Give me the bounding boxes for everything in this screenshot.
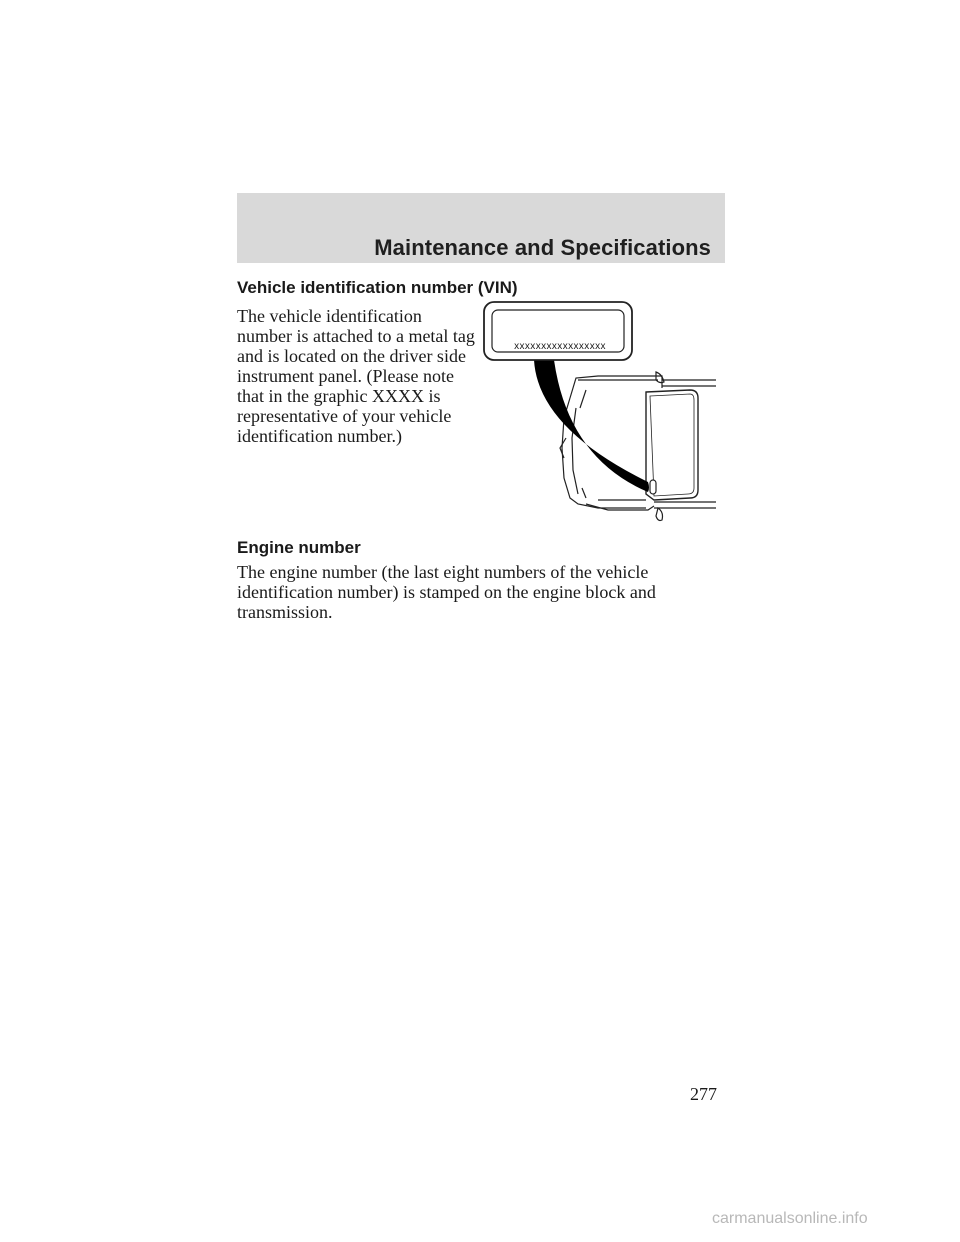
vin-location-illustration [478, 298, 720, 528]
page-number: 277 [690, 1084, 717, 1104]
watermark: carmanualsonline.info [712, 1210, 868, 1227]
header-band [237, 193, 725, 263]
engine-number-heading: Engine number [237, 538, 361, 557]
vin-plate-text: xxxxxxxxxxxxxxxxx [514, 341, 606, 352]
page-section-title: Maintenance and Specifications [374, 235, 711, 260]
vin-heading: Vehicle identification number (VIN) [237, 278, 518, 297]
engine-number-description: The engine number (the last eight numbers of the vehicle identification number) is stamped on the engine block and transmission. [237, 562, 656, 622]
vin-tag-marker [650, 480, 656, 494]
vin-description: The vehicle identification number is attached to a metal tag and is located on the driver side instrument panel. (Please note that in the graphic XXXX is representative of your vehicle identification number.) [237, 306, 475, 446]
